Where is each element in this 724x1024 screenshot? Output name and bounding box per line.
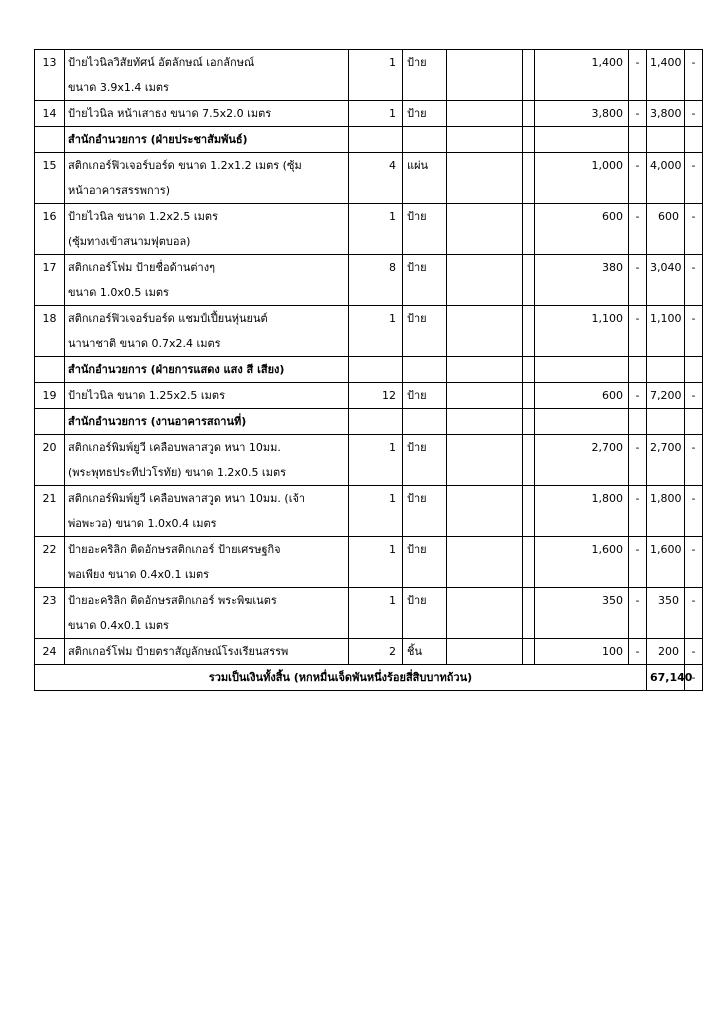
blank-cell: [523, 383, 535, 409]
section-title-cell: [65, 357, 349, 383]
blank-cell: [523, 357, 535, 383]
blank-cell: [447, 383, 523, 409]
item-description-line: สติกเกอร์โฟม ป้ายชื่อด้านต่างๆ: [68, 261, 216, 274]
item-quantity: 1: [349, 588, 403, 639]
item-quantity: 1: [349, 537, 403, 588]
item-number: 13: [35, 50, 65, 101]
item-amount-satang: -: [685, 306, 703, 357]
blank-cell: [523, 204, 535, 255]
item-number: 18: [35, 306, 65, 357]
unit-cell: [403, 357, 447, 383]
item-unit: ป้าย: [403, 383, 447, 409]
qty-cell: [349, 127, 403, 153]
item-amount-satang: -: [685, 435, 703, 486]
item-amount: 1,600: [647, 537, 685, 588]
item-quantity: 1: [349, 204, 403, 255]
item-number: 14: [35, 101, 65, 127]
amount-cell: [647, 409, 685, 435]
item-description: [65, 153, 349, 204]
qty-cell: [349, 409, 403, 435]
total-row: [35, 665, 703, 691]
item-unit-price: 380: [535, 255, 629, 306]
item-description: [65, 588, 349, 639]
blank-cell: [447, 639, 523, 665]
item-amount: 200: [647, 639, 685, 665]
item-unit: ป้าย: [403, 486, 447, 537]
item-unit: ป้าย: [403, 204, 447, 255]
section-title-cell: [65, 127, 349, 153]
item-row: [35, 486, 703, 537]
item-unit-price-satang: -: [629, 255, 647, 306]
amount-satang-cell: [685, 127, 703, 153]
item-unit: ป้าย: [403, 255, 447, 306]
item-amount-satang: -: [685, 639, 703, 665]
item-unit-price: 600: [535, 383, 629, 409]
item-amount-satang: -: [685, 101, 703, 127]
item-row: [35, 639, 703, 665]
price-satang-cell: [629, 357, 647, 383]
item-description: [65, 537, 349, 588]
section-title: สำนักอำนวยการ (งานอาคารสถานที่): [68, 415, 247, 428]
item-row: [35, 255, 703, 306]
item-unit-price: 1,000: [535, 153, 629, 204]
item-description-line: พอเพียง ขนาด 0.4x0.1 เมตร: [68, 568, 210, 581]
item-row: [35, 50, 703, 101]
item-quantity: 1: [349, 306, 403, 357]
item-unit-price-satang: -: [629, 435, 647, 486]
blank-cell: [447, 486, 523, 537]
amount-cell: [647, 357, 685, 383]
section-title: สำนักอำนวยการ (ฝ่ายประชาสัมพันธ์): [68, 133, 248, 146]
section-header-row: [35, 357, 703, 383]
blank-cell: [523, 101, 535, 127]
item-description-line: สติกเกอร์โฟม ป้ายตราสัญลักษณ์โรงเรียนสรรพ: [68, 645, 289, 658]
blank-cell: [447, 409, 523, 435]
row-number-cell: [35, 127, 65, 153]
price-cell: [535, 127, 629, 153]
item-description: [65, 204, 349, 255]
item-description-line: นานาชาติ ขนาด 0.7x2.4 เมตร: [68, 337, 221, 350]
item-description: [65, 639, 349, 665]
item-description-line: ขนาด 1.0x0.5 เมตร: [68, 286, 169, 299]
item-amount: 1,100: [647, 306, 685, 357]
item-amount: 4,000: [647, 153, 685, 204]
blank-cell: [447, 306, 523, 357]
item-description-line: ป้ายไวนิล หน้าเสาธง ขนาด 7.5x2.0 เมตร: [68, 107, 272, 120]
price-satang-cell: [629, 409, 647, 435]
blank-cell: [523, 306, 535, 357]
blank-cell: [523, 127, 535, 153]
item-number: 24: [35, 639, 65, 665]
section-title-cell: [65, 409, 349, 435]
item-unit: ป้าย: [403, 101, 447, 127]
item-unit: ป้าย: [403, 435, 447, 486]
item-unit-price-satang: -: [629, 486, 647, 537]
blank-cell: [523, 153, 535, 204]
item-unit: ป้าย: [403, 306, 447, 357]
row-number-cell: [35, 357, 65, 383]
item-description: [65, 255, 349, 306]
item-number: 20: [35, 435, 65, 486]
item-description-line: ป้ายไวนิลวิสัยทัศน์ อัตลักษณ์ เอกลักษณ์: [68, 56, 255, 69]
amount-cell: [647, 127, 685, 153]
item-unit-price: 3,800: [535, 101, 629, 127]
item-amount: 3,040: [647, 255, 685, 306]
unit-cell: [403, 127, 447, 153]
item-amount-satang: -: [685, 588, 703, 639]
item-amount: 350: [647, 588, 685, 639]
item-unit-price-satang: -: [629, 101, 647, 127]
item-unit-price: 1,600: [535, 537, 629, 588]
section-header-row: [35, 127, 703, 153]
item-unit: ชิ้น: [403, 639, 447, 665]
item-description-line: ขนาด 3.9x1.4 เมตร: [68, 81, 169, 94]
item-description-line: (ซุ้มทางเข้าสนามฟุตบอล): [68, 235, 191, 248]
unit-cell: [403, 409, 447, 435]
blank-cell: [447, 127, 523, 153]
item-row: [35, 204, 703, 255]
item-quantity: 2: [349, 639, 403, 665]
blank-cell: [447, 101, 523, 127]
blank-cell: [447, 537, 523, 588]
blank-cell: [447, 153, 523, 204]
item-unit-price: 1,100: [535, 306, 629, 357]
item-row: [35, 153, 703, 204]
item-quantity: 8: [349, 255, 403, 306]
item-number: 23: [35, 588, 65, 639]
item-row: [35, 435, 703, 486]
blank-cell: [447, 588, 523, 639]
item-description: [65, 486, 349, 537]
item-number: 16: [35, 204, 65, 255]
item-unit-price: 100: [535, 639, 629, 665]
total-satang: -: [685, 665, 703, 691]
item-unit-price: 1,800: [535, 486, 629, 537]
blank-cell: [523, 50, 535, 101]
price-satang-cell: [629, 127, 647, 153]
blank-cell: [447, 50, 523, 101]
item-description: [65, 101, 349, 127]
item-quantity: 1: [349, 435, 403, 486]
item-description-line: สติกเกอร์พิมพ์ยูวี เคลือบพลาสวูด หนา 10มม. (เจ้า: [68, 492, 306, 505]
qty-cell: [349, 357, 403, 383]
item-amount: 3,800: [647, 101, 685, 127]
item-description: [65, 383, 349, 409]
item-description-line: สติกเกอร์ฟิวเจอร์บอร์ด ขนาด 1.2x1.2 เมตร (ซุ้ม: [68, 159, 302, 172]
item-quantity: 4: [349, 153, 403, 204]
blank-cell: [447, 435, 523, 486]
item-description-line: ป้ายไวนิล ขนาด 1.2x2.5 เมตร: [68, 210, 218, 223]
item-row: [35, 383, 703, 409]
item-unit-price: 1,400: [535, 50, 629, 101]
item-unit-price: 600: [535, 204, 629, 255]
item-amount: 600: [647, 204, 685, 255]
item-unit-price: 2,700: [535, 435, 629, 486]
total-amount: 67,140: [647, 665, 685, 691]
item-description-line: พ่อพะวอ) ขนาด 1.0x0.4 เมตร: [68, 517, 217, 530]
item-amount-satang: -: [685, 204, 703, 255]
item-description-line: (พระพุทธประทีปวโรทัย) ขนาด 1.2x0.5 เมตร: [68, 466, 286, 479]
item-number: 17: [35, 255, 65, 306]
section-header-row: [35, 409, 703, 435]
item-amount-satang: -: [685, 153, 703, 204]
amount-satang-cell: [685, 409, 703, 435]
price-cell: [535, 409, 629, 435]
item-unit-price-satang: -: [629, 153, 647, 204]
item-amount: 2,700: [647, 435, 685, 486]
items-table: [34, 49, 703, 691]
item-amount: 1,400: [647, 50, 685, 101]
item-unit: ป้าย: [403, 588, 447, 639]
amount-satang-cell: [685, 357, 703, 383]
row-number-cell: [35, 409, 65, 435]
price-cell: [535, 357, 629, 383]
item-number: 21: [35, 486, 65, 537]
table-body: [35, 50, 703, 665]
blank-cell: [447, 204, 523, 255]
blank-cell: [523, 588, 535, 639]
item-unit-price-satang: -: [629, 383, 647, 409]
item-unit-price-satang: -: [629, 588, 647, 639]
item-unit-price-satang: -: [629, 204, 647, 255]
item-row: [35, 588, 703, 639]
item-amount: 7,200: [647, 383, 685, 409]
blank-cell: [523, 435, 535, 486]
item-unit-price-satang: -: [629, 306, 647, 357]
item-unit-price: 350: [535, 588, 629, 639]
blank-cell: [447, 255, 523, 306]
item-amount-satang: -: [685, 255, 703, 306]
item-unit: ป้าย: [403, 537, 447, 588]
item-amount: 1,800: [647, 486, 685, 537]
item-description-line: ป้ายอะคริลิก ติดอักษรสติกเกอร์ ป้ายเศรษฐกิจ: [68, 543, 281, 556]
item-unit-price-satang: -: [629, 639, 647, 665]
blank-cell: [523, 537, 535, 588]
item-quantity: 1: [349, 50, 403, 101]
item-amount-satang: -: [685, 383, 703, 409]
item-amount-satang: -: [685, 50, 703, 101]
total-label: รวมเป็นเงินทั้งสิ้น (หกหมื่นเจ็ดพันหนึ่งร้อยสี่สิบบาทถ้วน): [35, 665, 647, 691]
item-quantity: 12: [349, 383, 403, 409]
item-description: [65, 435, 349, 486]
item-amount-satang: -: [685, 486, 703, 537]
section-title: สำนักอำนวยการ (ฝ่ายการแสดง แสง สี เสียง): [68, 363, 285, 376]
item-description-line: ป้ายอะคริลิก ติดอักษรสติกเกอร์ พระพิฆเนตร: [68, 594, 277, 607]
blank-cell: [523, 255, 535, 306]
item-description-line: ขนาด 0.4x0.1 เมตร: [68, 619, 169, 632]
item-unit: แผ่น: [403, 153, 447, 204]
item-description: [65, 50, 349, 101]
item-description-line: สติกเกอร์พิมพ์ยูวี เคลือบพลาสวูด หนา 10มม.: [68, 441, 281, 454]
item-description: [65, 306, 349, 357]
item-unit-price-satang: -: [629, 537, 647, 588]
item-unit-price-satang: -: [629, 50, 647, 101]
item-amount-satang: -: [685, 537, 703, 588]
item-number: 15: [35, 153, 65, 204]
item-description-line: หน้าอาคารสรรพการ): [68, 184, 170, 197]
item-description-line: ป้ายไวนิล ขนาด 1.25x2.5 เมตร: [68, 389, 225, 402]
item-description-line: สติกเกอร์ฟิวเจอร์บอร์ด แชมป์เปี้ยนหุ่นยนต์: [68, 312, 268, 325]
blank-cell: [523, 486, 535, 537]
blank-cell: [447, 357, 523, 383]
item-unit: ป้าย: [403, 50, 447, 101]
item-row: [35, 537, 703, 588]
item-number: 22: [35, 537, 65, 588]
blank-cell: [523, 639, 535, 665]
item-row: [35, 101, 703, 127]
item-quantity: 1: [349, 101, 403, 127]
item-number: 19: [35, 383, 65, 409]
blank-cell: [523, 409, 535, 435]
item-quantity: 1: [349, 486, 403, 537]
item-row: [35, 306, 703, 357]
